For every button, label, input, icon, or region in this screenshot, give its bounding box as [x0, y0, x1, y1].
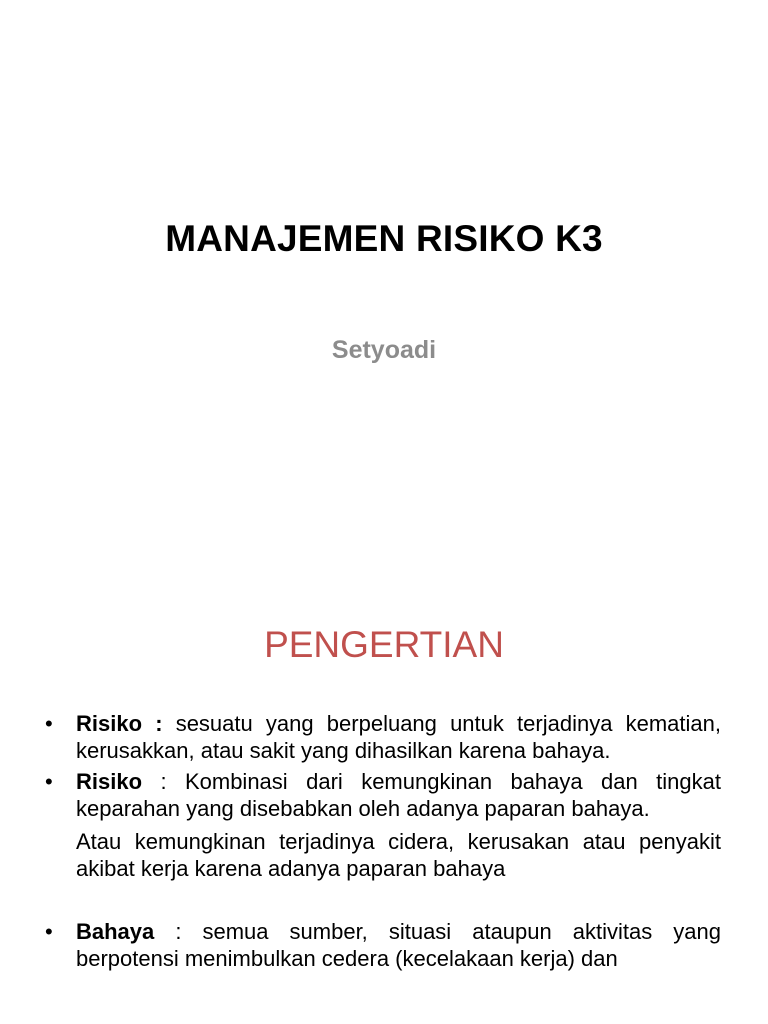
- bullet-icon: •: [45, 919, 53, 944]
- term-definition: : Kombinasi dari kemungkinan bahaya dan tingkat keparahan yang disebabkan oleh adanya paparan bahaya.: [76, 769, 721, 821]
- bullet-icon: •: [45, 769, 53, 794]
- alt-definition: Atau kemungkinan terjadinya cidera, kerusakan atau penyakit akibat kerja karena adanya paparan bahaya: [76, 829, 721, 881]
- slide-heading: PENGERTIAN: [264, 624, 504, 665]
- list-item: [45, 768, 721, 822]
- definition-slide: [0, 578, 768, 1024]
- list-item: [45, 710, 721, 764]
- slide-subtitle: Setyoadi: [331, 336, 437, 364]
- term-definition: sesuatu yang berpeluang untuk terjadinya kematian, kerusakkan, atau sakit yang dihasilkan karena bahaya.: [76, 711, 721, 763]
- definition-list: [45, 710, 721, 976]
- slide-title: MANAJEMEN RISIKO K3: [165, 218, 603, 259]
- term-definition: : semua sumber, situasi ataupun aktivitas yang berpotensi menimbulkan cedera (kecelakaan kerja) dan: [76, 919, 721, 971]
- bullet-icon: •: [45, 711, 53, 736]
- term-label: Risiko :: [76, 711, 163, 736]
- term-label: Risiko: [76, 769, 143, 794]
- list-item: [45, 918, 721, 972]
- term-label: Bahaya: [76, 919, 155, 944]
